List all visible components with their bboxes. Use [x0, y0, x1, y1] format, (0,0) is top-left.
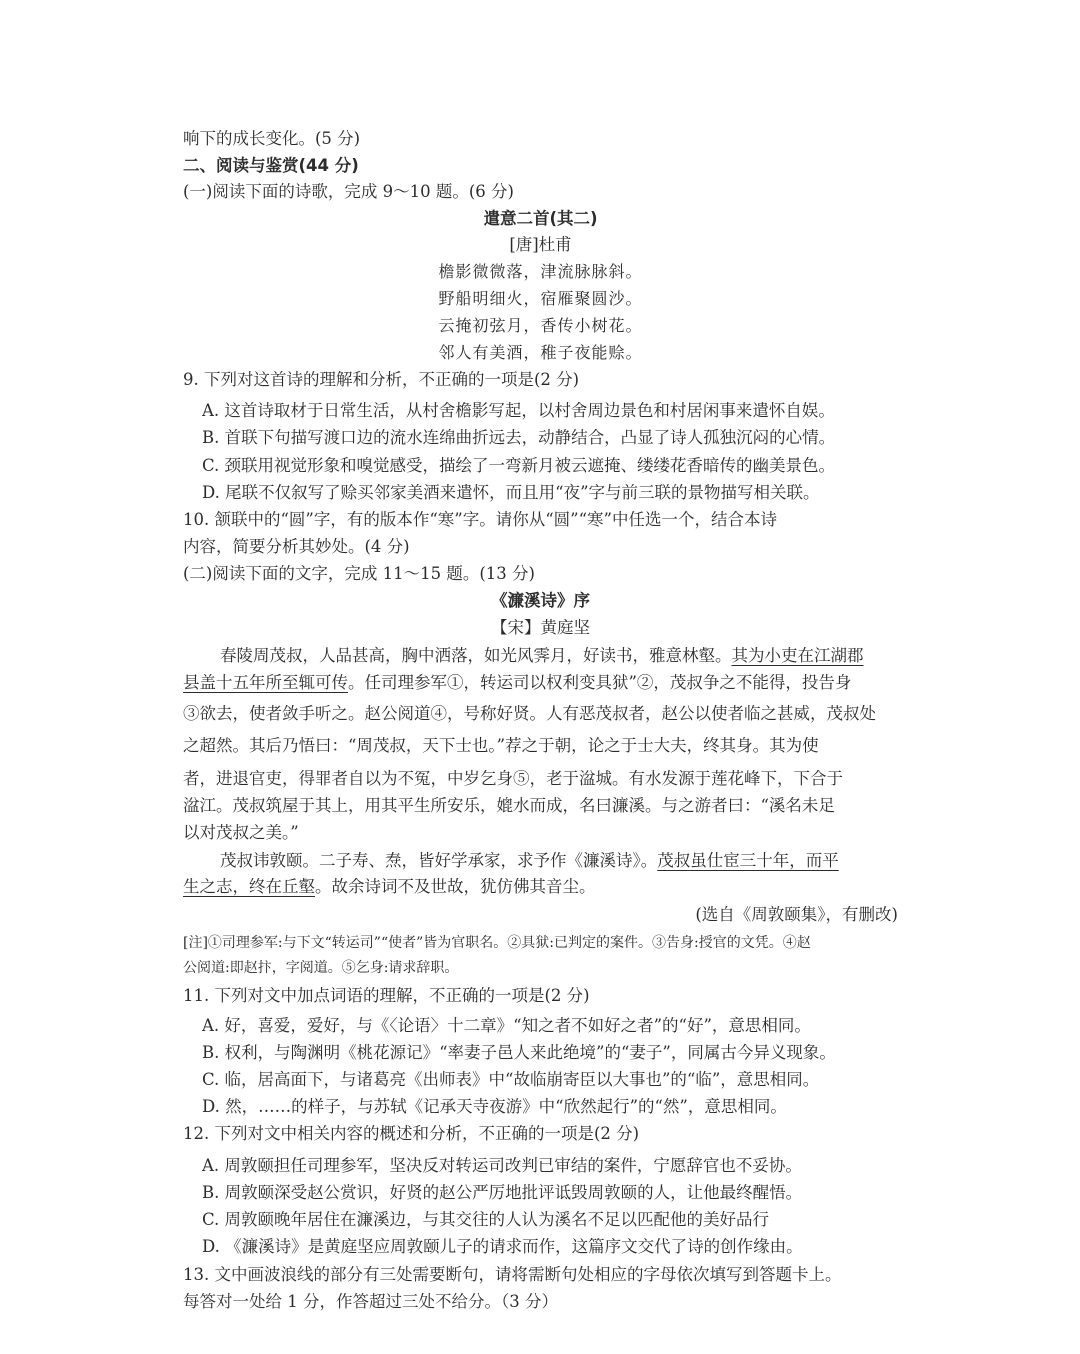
q11-option-a: A. 好，喜爱，爱好，与《〈论语〉十二章》“知之者不如好之者”的“好”，意思相同。 [202, 1016, 811, 1035]
prose-line: 湓江。茂叔筑屋于其上，用其平生所安乐，媲水而成，名曰濂溪。与之游者曰：“溪名未足 [183, 796, 835, 815]
part1-instruction: (一)阅读下面的诗歌，完成 9～10 题。(6 分) [183, 182, 514, 201]
prose-author: 【宋】黄庭坚 [491, 618, 590, 637]
prose-source: (选自《周敦颐集》，有删改) [695, 905, 898, 924]
q12-option-a: A. 周敦颐担任司理参军，坚决反对转运司改判已审结的案件，宁愿辞官也不妥协。 [202, 1156, 802, 1175]
poem-line: 邻人有美酒，稚子夜能赊。 [438, 343, 643, 362]
poem-line: 檐影微微落，津流脉脉斜。 [438, 262, 643, 281]
q12-option-b: B. 周敦颐深受赵公赏识，好贤的赵公严厉地批评诋毁周敦颐的人，让他最终醒悟。 [202, 1183, 803, 1202]
prose-line: 之超然。其后乃悟曰：“周茂叔，天下士也。”荐之于朝，论之于士大夫，终其身。其为使 [183, 736, 819, 755]
prose-underlined-text: 茂叔虽仕宦三十年，而平 [657, 851, 839, 870]
prose-text: 春陵周茂叔，人品甚高，胸中洒落，如光风霁月，好读书，雅意林壑。 [220, 646, 732, 665]
prose-line: 者，进退官吏，得罪者自以为不冤，中岁乞身⑤，老于湓城。有水发源于莲花峰下，下合于 [183, 769, 843, 788]
prose-underlined-text: 县盖十五年所至辄可传 [183, 673, 348, 692]
poem-author: [唐]杜甫 [509, 235, 572, 254]
q13-line1: 13. 文中画波浪线的部分有三处需要断句，请将需断句处相应的字母依次填写到答题卡上。 [183, 1265, 842, 1284]
q9-option-a: A. 这首诗取材于日常生活，从村舍檐影写起，以村舍周边景色和村居闲事来遣怀自娱。 [202, 401, 835, 420]
prose-title: 《濂溪诗》序 [491, 591, 590, 610]
prose-note-line2: 公阅道:即赵抃，字阅道。⑤乞身:请求辞职。 [183, 960, 459, 976]
prose-text: 。故余诗词不及世故，犹仿佛其音尘。 [315, 877, 596, 896]
poem-line: 云掩初弦月，香传小树花。 [438, 316, 643, 335]
part2-instruction: (二)阅读下面的文字，完成 11～15 题。(13 分) [183, 564, 535, 583]
prose-line: ③欲去，使者敛手听之。赵公阅道④，号称好贤。人有恶茂叔者，赵公以使者临之甚威，茂叔处 [183, 704, 876, 723]
q10-line1: 10. 颔联中的“圆”字，有的版本作“寒”字。请你从“圆”“寒”中任选一个，结合本诗 [183, 510, 777, 529]
q11-option-d: D. 然，……的样子，与苏轼《记承天寺夜游》中“欣然起行”的“然”，意思相同。 [202, 1097, 787, 1116]
q10-line2: 内容，简要分析其妙处。(4 分) [183, 537, 410, 556]
section-title: 二、阅读与鉴赏(44 分) [183, 156, 359, 175]
poem-title: 遣意二首(其二) [483, 209, 598, 228]
prose-text: 茂叔讳敦颐。二子寿、焘，皆好学承家，求予作《濂溪诗》。 [220, 851, 658, 870]
prose-text: 。任司理参军①，转运司以权利变具狱”②，茂叔争之不能得，投告身 [348, 673, 852, 692]
q11-stem: 11. 下列对文中加点词语的理解，不正确的一项是(2 分) [183, 986, 590, 1005]
q13-line2: 每答对一处给 1 分，作答超过三处不给分。（3 分） [183, 1292, 558, 1311]
prose-line: 以对茂叔之美。” [183, 823, 299, 842]
prose-underlined-text: 生之志，终在丘壑 [183, 877, 315, 896]
prose-line [183, 670, 898, 696]
top-line: 响下的成长变化。(5 分) [183, 129, 361, 148]
q9-option-b: B. 首联下句描写渡口边的流水连绵曲折远去，动静结合，凸显了诗人孤独沉闷的心情。 [202, 428, 836, 447]
poem-line: 野船明细火，宿雁聚圆沙。 [438, 289, 643, 308]
prose-line [220, 643, 898, 669]
q11-option-c: C. 临，居高面下，与诸葛亮《出师表》中“故临崩寄臣以大事也”的“临”，意思相同。 [202, 1070, 820, 1089]
q12-option-c: C. 周敦颐晚年居住在濂溪边，与其交往的人认为溪名不足以匹配他的美好品行 [202, 1210, 770, 1229]
q9-option-c: C. 颈联用视觉形象和嗅觉感受，描绘了一弯新月被云遮掩、缕缕花香暗传的幽美景色。 [202, 456, 836, 475]
prose-line [220, 848, 898, 874]
prose-underlined-text: 其为小吏在江湖郡 [731, 646, 864, 665]
q12-stem: 12. 下列对文中相关内容的概述和分析，不正确的一项是(2 分) [183, 1124, 640, 1143]
prose-line [183, 874, 898, 900]
q11-option-b: B. 权利，与陶渊明《桃花源记》“率妻子邑人来此绝境”的“妻子”，同属古今异义现象。 [202, 1043, 836, 1062]
q9-stem: 9. 下列对这首诗的理解和分析，不正确的一项是(2 分) [183, 370, 580, 389]
q9-option-d: D. 尾联不仅叙写了赊买邻家美酒来遣怀，而且用“夜”字与前三联的景物描写相关联。 [202, 483, 820, 502]
q12-option-d: D. 《濂溪诗》是黄庭坚应周敦颐儿子的请求而作，这篇序文交代了诗的创作缘由。 [202, 1237, 803, 1256]
prose-note-line1: [注]①司理参军:与下文“转运司”“使者”皆为官职名。②具狱:已判定的案件。③告身:授官的文凭。④赵 [183, 935, 811, 951]
